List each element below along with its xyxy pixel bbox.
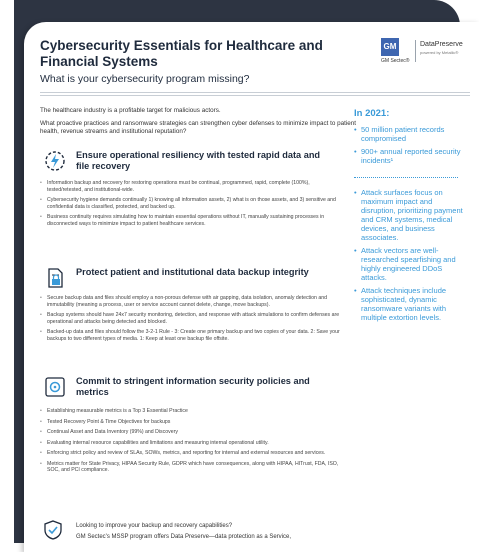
footer-line-1: Looking to improve your backup and recovery capabilities? — [76, 523, 233, 529]
vault-icon — [44, 376, 66, 398]
sidebar-heading: In 2021: — [354, 108, 390, 119]
intro-paragraph-2: What proactive practices and ransomware strategies can strengthen cyber defenses to minimize impact to patient health, revenue streams and institutional reputation? — [40, 120, 357, 135]
list-item: • Evaluating internal resource capabilities and limitations and measuring internal operational utility. — [40, 440, 340, 447]
intro-paragraph-1: The healthcare industry is a profitable target for malicious actors. — [40, 107, 221, 114]
sidebar-point-list — [354, 188, 466, 322]
list-item: • Attack techniques include sophisticated, dynamic ransomware variants with multiple extortion levels. — [354, 286, 466, 322]
list-item: • Enforcing strict policy and review of SLAs, SOWs, metrics, and reporting for internal and external resources and services. — [40, 450, 340, 457]
sidebar-stat-list — [354, 125, 466, 165]
datapreserve-name: DataPreserve — [420, 41, 463, 48]
list-item: • Backed-up data and files should follow the 3-2-1 Rule - 3: Create one primary backup and two copies of your data. 2: Save your backups to two different types of media. 1: Keep at least one backup file offsite. — [40, 329, 340, 342]
footer-line-2: GM Sectec's MSSP program offers Data Preserve—data protection as a Service, — [76, 534, 292, 540]
list-item: • Cybersecurity hygiene demands continually 1) knowing all information assets, 2) what is on those assets, and 3) sensitive and confidential data is classified, protected, and backed up. — [40, 197, 340, 210]
lightning-gear-icon — [44, 150, 66, 172]
list-item: • Business continuity requires simulating how to maintain essential operations without IT, manually sustaining processes in disconnected ways to minimize impact to patient healthcare services. — [40, 214, 340, 227]
list-item: • Backup systems should have 24x7 security monitoring, detection, and response with attack simulations to confirm defenses are operational and attacks being detected and blocked. — [40, 312, 340, 325]
header-divider — [40, 92, 470, 96]
gm-sectec-logo-mark: GM — [381, 38, 399, 56]
brand-logo — [381, 38, 471, 68]
list-item: • Establishing measurable metrics is a Top 3 Essential Practice — [40, 408, 340, 415]
sidebar-divider — [354, 177, 458, 178]
document-header — [40, 38, 370, 85]
section-heading: Protect patient and institutional data backup integrity — [76, 267, 309, 277]
logo-divider — [415, 40, 416, 62]
list-item: • 50 million patient records compromised — [354, 125, 466, 143]
list-item: • Tested Recovery Point & Time Objectives for backups — [40, 419, 340, 426]
list-item: • Attack vectors are well-researched spearfishing and highly engineered DDoS attacks. — [354, 246, 466, 282]
list-item: • Continual Asset and Data Inventory (99%) and Discovery — [40, 429, 340, 436]
list-item: • Metrics matter for State Privacy, HIPAA Security Rule, GDPR which have consequences, along with HIPAA, HITrust, FDA, ISO, SOC, and PCI compliance. — [40, 461, 340, 474]
shield-check-icon — [42, 519, 64, 541]
list-item: • 900+ annual reported security incidents¹ — [354, 147, 466, 165]
list-item: • Secure backup data and files should employ a non-porous defense with air gapping, data isolation, anomaly detection and immutability (meaning a process, user or service account cannot delete, change, move backups). — [40, 295, 340, 308]
section-bullets — [40, 295, 340, 346]
sidebar-stats — [354, 100, 466, 326]
section-bullets — [40, 180, 340, 231]
list-item: • Attack surfaces focus on maximum impact and disruption, prioritizing payment and CRM systems, medical devices, and business associates. — [354, 188, 466, 242]
document-sheet — [24, 22, 479, 552]
gm-sectec-name: GM Sectec® — [381, 58, 410, 64]
list-item: • Information backup and recovery for restoring operations must be continual, programmed, rapid, complete (100%), tested/retested, and institutional-wide. — [40, 180, 340, 193]
intro-text — [40, 107, 358, 141]
document-subtitle: What is your cybersecurity program missing? — [40, 73, 250, 85]
document-title: Cybersecurity Essentials for Healthcare and Financial Systems — [40, 38, 323, 69]
document-lock-icon — [44, 267, 66, 289]
section-heading: Commit to stringent information security policies and metrics — [76, 376, 310, 397]
section-bullets — [40, 408, 340, 478]
datapreserve-subtitle: powered by Metallic® — [420, 50, 459, 55]
section-heading: Ensure operational resiliency with tested rapid data and file recovery — [76, 150, 321, 171]
